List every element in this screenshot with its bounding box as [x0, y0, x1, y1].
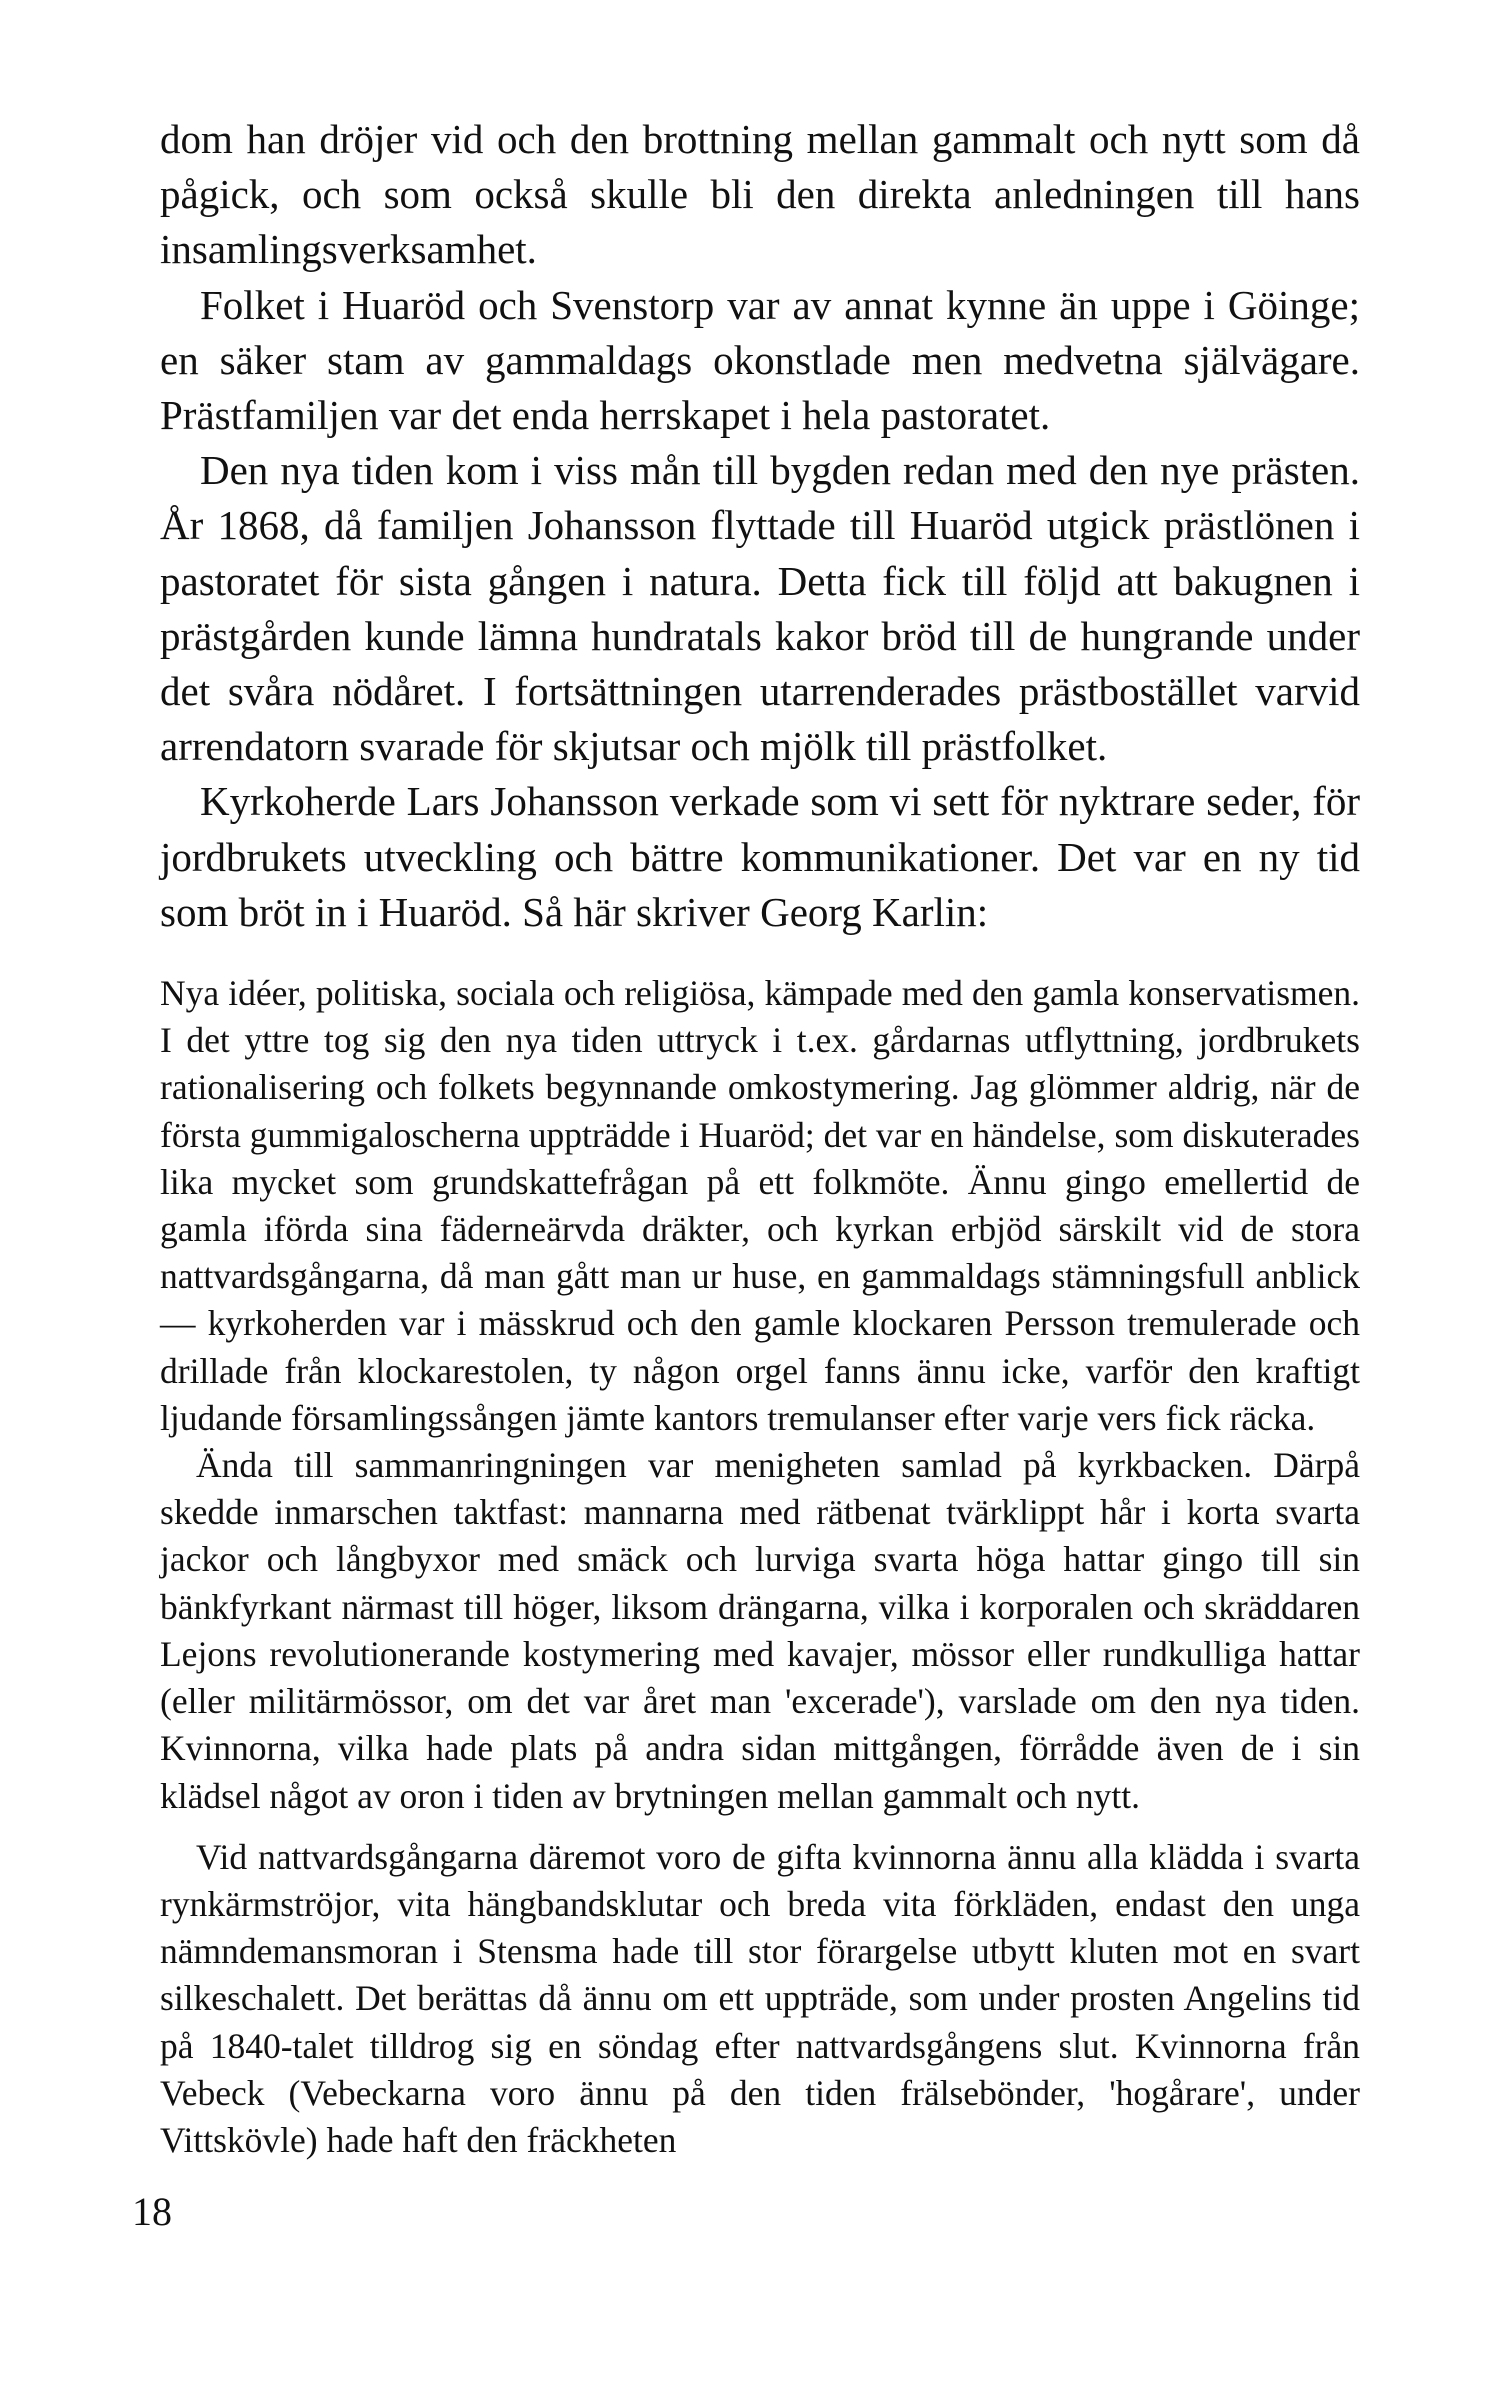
body-paragraph: Folket i Huaröd och Svenstorp var av annat kynne än uppe i Göinge; en säker stam av gammaldags okonstlade men medvetna självägare. Prästfamiljen var det enda herrskapet i hela pastoratet. [160, 281, 1360, 439]
page-number: 18 [132, 2189, 172, 2234]
closing-paragraph: Vid nattvardsgångarna däremot voro de gifta kvinnorna ännu alla klädda i svarta rynkärmströjor, vita hängbandsklutar och breda vita förkläden, endast den unga nämndemansmoran i Stensma hade till stor förargelse utbytt kluten mot en svart silkeschalett. Det berättas då ännu om ett uppträde, som under prosten Angelins tid på 1840-talet tilldrog sig en söndag efter nattvardsgångens slut. Kvinnorna från Vebeck (Vebeckarna voro ännu på den tiden frälsebönder, 'hogårare', under Vittskövle) hade haft den fräckheten [160, 1836, 1360, 2160]
block-quote [160, 970, 1360, 1820]
quote-paragraph: Ända till sammanringningen var menigheten samlad på kyrkbacken. Därpå skedde inmarschen taktfast: mannarna med rätbenat tvärklippt hår i korta svarta jackor och långbyxor med smäck och lurviga svarta höga hattar gingo till sin bänkfyrkant närmast till höger, liksom drängarna, vilka i korporalen och skräddaren Lejons revolutionerande kostymering med kavajer, mössor eller rundkulliga hattar (eller militärmössor, om det var året man 'excerade'), varslade om den nya tiden. Kvinnorna, vilka hade plats på andra sidan mittgången, förrådde även de i sin klädsel något av oron i tiden av brytningen mellan gammalt och nytt. [160, 1445, 1360, 1816]
quote-paragraph: Nya idéer, politiska, sociala och religiösa, kämpade med den gamla konservatismen. I det yttre tog sig den nya tiden uttryck i t.ex. gårdarnas utflyttning, jordbrukets rationalisering och folkets begynnande omkostymering. Jag glömmer aldrig, när de första gummigaloscherna uppträdde i Huaröd; det var en händelse, som diskuterades lika mycket som grundskattefrågan på ett folkmöte. Ännu gingo emellertid de gamla iförda sina fäderneärvda dräkter, och kyrkan erbjöd särskilt vid de stora nattvardsgångarna, då man gått man ur huse, en gammaldags stämningsfull anblick — kyrkoherden var i mässkrud och den gamle klockaren Persson tremulerade och drillade från klockarestolen, ty någon orgel fanns ännu icke, varför den kraftigt ljudande församlingssången jämte kantors tremulanser efter varje vers fick räcka. [160, 973, 1360, 1438]
body-paragraph: dom han dröjer vid och den brottning mellan gammalt och nytt som då pågick, och som också skulle bli den direkta anledningen till hans insamlingsverksamhet. [160, 116, 1360, 273]
text-column [160, 112, 1360, 2164]
body-text [160, 112, 1360, 940]
closing-text [160, 1834, 1360, 2164]
body-paragraph: Den nya tiden kom i viss mån till bygden redan med den nye prästen. År 1868, då familjen Johansson flyttade till Huaröd utgick prästlönen i pastoratet för sista gången i natura. Detta fick till följd att bakugnen i prästgården kunde lämna hundratals kakor bröd till de hungrande under det svåra nödåret. I fortsättningen utarrenderades prästbostället varvid arrendatorn svarade för skjutsar och mjölk till prästfolket. [160, 447, 1360, 770]
body-paragraph: Kyrkoherde Lars Johansson verkade som vi sett för nyktrare seder, för jordbrukets utveckling och bättre kommunikationer. Det var en ny tid som bröt in i Huaröd. Så här skriver Georg Karlin: [160, 778, 1360, 935]
